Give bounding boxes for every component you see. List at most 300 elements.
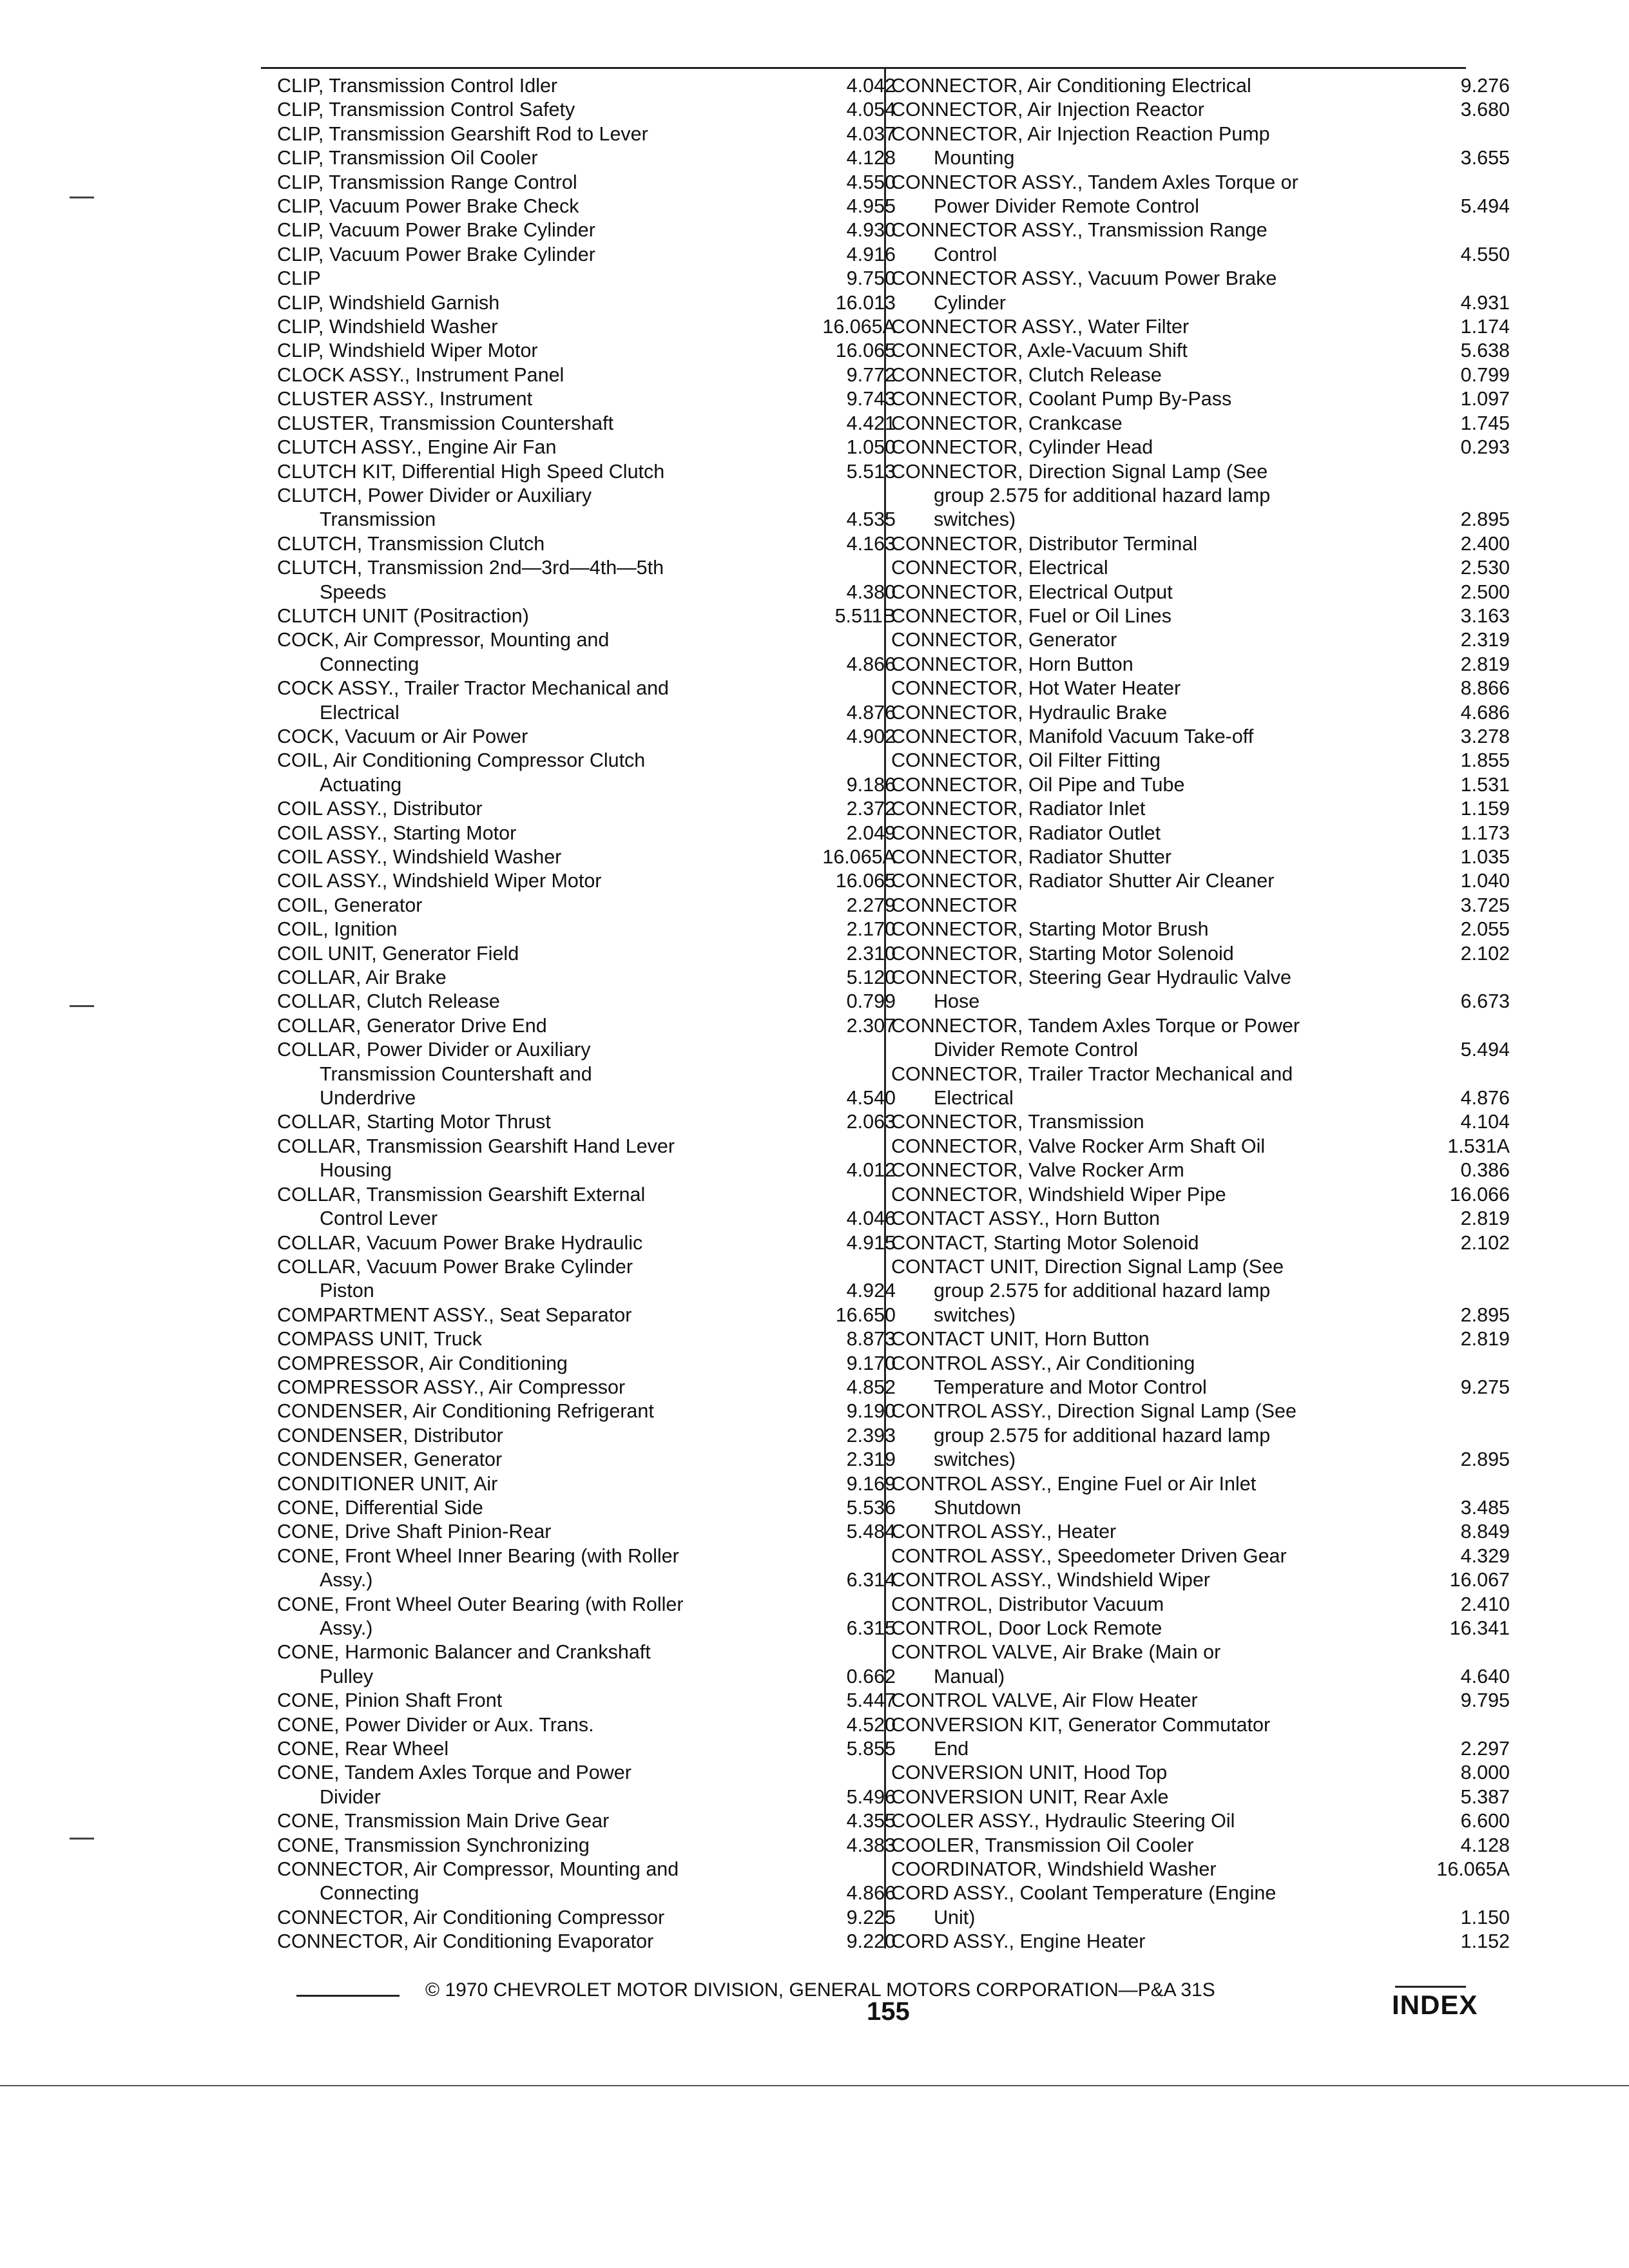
entry-number: 4.866 [846,1882,896,1905]
index-entry [891,749,1510,773]
entry-name: CONTACT, Starting Motor Solenoid [891,1231,1199,1254]
index-entry [891,267,1510,315]
entry-number: 6.673 [1460,990,1510,1013]
entry-number: 6.314 [846,1569,896,1591]
entry-number: 16.065 [835,870,896,892]
index-entry [277,1834,896,1858]
index-entry [277,1472,896,1496]
entry-name: COLLAR, Vacuum Power Brake Cylinder [277,1255,633,1278]
index-entry [277,74,896,98]
index-entry [891,556,1510,580]
index-entry [891,1809,1510,1833]
entry-name: CONTROL VALVE, Air Flow Heater [891,1689,1198,1712]
index-entry [277,1424,896,1448]
entry-continuation: End [934,1738,969,1760]
entry-number: 9.190 [846,1400,896,1423]
entry-continuation: group 2.575 for additional hazard lamp [934,484,1271,506]
index-entry [277,267,896,291]
index-entry [277,1713,896,1737]
index-entry [277,460,896,484]
entry-number: 4.902 [846,725,896,747]
index-entry [277,1858,896,1906]
entry-number: 4.535 [846,508,896,531]
entry-name: CONNECTOR, Starting Motor Solenoid [891,942,1234,965]
index-entry [891,412,1510,436]
entry-name: COORDINATOR, Windshield Washer [891,1858,1217,1881]
entry-number: 4.955 [846,195,896,218]
entry-number: 2.372 [846,798,896,820]
entry-continuation: switches) [934,1448,1016,1471]
entry-number: 8.866 [1460,677,1510,700]
entry-number: 6.315 [846,1617,896,1639]
entry-name: CONDENSER, Distributor [277,1424,503,1446]
index-entry [277,1183,896,1231]
entry-number: 2.393 [846,1424,896,1446]
entry-name: COOLER ASSY., Hydraulic Steering Oil [891,1810,1235,1832]
entry-number: 2.819 [1460,1328,1510,1350]
entry-name: CONNECTOR, Axle-Vacuum Shift [891,340,1188,362]
index-entry [277,146,896,170]
entry-name: CONTROL, Distributor Vacuum [891,1593,1164,1615]
entry-number: 0.293 [1460,436,1510,459]
index-entry [277,484,896,532]
index-entry [277,1761,896,1809]
entry-number: 8.000 [1460,1762,1510,1784]
entry-name: COLLAR, Clutch Release [277,990,500,1013]
entry-name: CLIP, Transmission Control Idler [277,75,558,97]
entry-number: 5.494 [1460,1039,1510,1061]
entry-name: COCK, Air Compressor, Mounting and [277,629,610,651]
entry-name: CLIP, Vacuum Power Brake Check [277,195,579,218]
index-entry [277,1520,896,1544]
index-entry [277,291,896,315]
entry-number: 1.745 [1460,412,1510,434]
entry-number: 4.550 [846,171,896,193]
margin-mark [70,1838,94,1840]
index-entry [891,1207,1510,1231]
entry-number: 5.511B [834,604,896,627]
entry-continuation: Assy.) [320,1569,373,1591]
entry-number: 3.655 [1460,147,1510,169]
entry-name: COIL ASSY., Windshield Washer [277,846,562,868]
index-entry [277,532,896,556]
margin-mark [70,1005,94,1007]
entry-number: 8.849 [1460,1521,1510,1543]
entry-number: 4.876 [846,701,896,724]
index-entry [277,1352,896,1376]
entry-name: CONNECTOR, Steering Gear Hydraulic Valve [891,966,1291,989]
entry-name: CONNECTOR, Trailer Tractor Mechanical and [891,1062,1293,1085]
entry-continuation: group 2.575 for additional hazard lamp [934,1424,1271,1446]
entry-name: CONE, Drive Shaft Pinion-Rear [277,1521,552,1543]
entry-name: COIL ASSY., Starting Motor [277,822,517,844]
entry-name: CONNECTOR, Crankcase [891,412,1123,434]
entry-number: 4.380 [846,581,896,603]
index-entry [277,1303,896,1327]
index-column-left [277,74,896,1954]
entry-number: 1.159 [1460,798,1510,820]
entry-continuation: Control Lever [320,1207,438,1230]
entry-name: CONNECTOR, Manifold Vacuum Take-off [891,725,1254,747]
index-entry [891,1544,1510,1568]
entry-name: CLOCK ASSY., Instrument Panel [277,363,564,386]
entry-number: 16.066 [1449,1183,1510,1206]
index-entry [891,1352,1510,1400]
entry-continuation: group 2.575 for additional hazard lamp [934,1280,1271,1302]
index-entry [891,604,1510,628]
entry-number: 16.013 [835,291,896,314]
entry-name: COMPRESSOR, Air Conditioning [277,1352,568,1374]
entry-number: 16.341 [1449,1617,1510,1639]
entry-name: CONNECTOR, Air Compressor, Mounting and [277,1858,679,1881]
entry-name: CONNECTOR, Air Conditioning Compressor [277,1906,665,1928]
entry-name: CLUTCH KIT, Differential High Speed Clutch [277,460,665,483]
index-entry [891,122,1510,171]
index-entry [891,1834,1510,1858]
entry-name: CONNECTOR, Windshield Wiper Pipe [891,1183,1226,1206]
entry-number: 5.484 [846,1521,896,1543]
index-entry [277,966,896,990]
entry-name: CONNECTOR [891,894,1018,916]
index-entry [891,1520,1510,1544]
entry-name: CLIP, Vacuum Power Brake Cylinder [277,219,595,242]
index-entry [277,436,896,459]
entry-name: COIL, Ignition [277,918,398,941]
entry-name: CONNECTOR, Hot Water Heater [891,677,1181,700]
entry-number: 4.852 [846,1376,896,1398]
entry-continuation: Divider [320,1785,381,1808]
copyright-line: © 1970 CHEVROLET MOTOR DIVISION, GENERAL MOTORS CORPORATION—P&A 31S [425,1979,1215,2001]
index-entry [277,339,896,363]
entry-name: COOLER, Transmission Oil Cooler [891,1834,1194,1856]
index-entry [891,1593,1510,1617]
entry-name: CONNECTOR, Generator [891,629,1117,651]
entry-name: CONE, Front Wheel Inner Bearing (with Roller [277,1544,679,1567]
entry-name: CONTACT UNIT, Direction Signal Lamp (See [891,1255,1284,1278]
entry-continuation: Unit) [934,1906,976,1928]
entry-number: 2.319 [1460,629,1510,651]
index-entry [891,1568,1510,1592]
index-entry [277,98,896,122]
entry-name: CLUTCH UNIT (Positraction) [277,604,529,627]
entry-number: 2.307 [846,1014,896,1037]
entry-number: 9.743 [846,388,896,410]
entry-number: 4.686 [1460,701,1510,724]
entry-name: CONNECTOR, Air Conditioning Electrical [891,75,1251,97]
entry-continuation: Hose [934,990,980,1013]
entry-number: 3.485 [1460,1496,1510,1519]
entry-name: CONNECTOR, Hydraulic Brake [891,701,1168,724]
entry-number: 2.279 [846,894,896,916]
index-entry [891,1689,1510,1713]
index-entry [891,339,1510,363]
entry-number: 4.924 [846,1280,896,1302]
entry-name: CONNECTOR, Coolant Pump By-Pass [891,388,1232,410]
index-entry [277,1809,896,1833]
entry-number: 2.102 [1460,942,1510,965]
entry-name: CONE, Front Wheel Outer Bearing (with Roller [277,1593,684,1615]
entry-number: 6.600 [1460,1810,1510,1832]
index-entry [277,894,896,918]
entry-name: CONTROL VALVE, Air Brake (Main or [891,1641,1221,1664]
entry-name: CONVERSION UNIT, Hood Top [891,1762,1168,1784]
entry-name: CONTROL ASSY., Air Conditioning [891,1352,1195,1374]
entry-number: 2.102 [1460,1231,1510,1254]
entry-continuation: Divider Remote Control [934,1039,1138,1061]
entry-number: 0.386 [1460,1159,1510,1182]
entry-number: 4.012 [846,1159,896,1182]
entry-number: 4.540 [846,1087,896,1110]
entry-name: CONE, Harmonic Balancer and Crankshaft [277,1641,651,1664]
entry-name: CLIP, Transmission Oil Cooler [277,147,538,169]
index-entry [277,556,896,604]
entry-name: CONNECTOR, Air Injection Reaction Pump [891,122,1270,145]
index-entry [277,387,896,411]
entry-number: 4.930 [846,219,896,242]
entry-number: 9.169 [846,1472,896,1495]
index-entry [277,918,896,941]
entry-name: CLUTCH, Transmission Clutch [277,532,545,555]
entry-continuation: Actuating [320,773,402,796]
entry-number: 4.640 [1460,1665,1510,1687]
entry-number: 9.170 [846,1352,896,1374]
entry-name: CONNECTOR, Horn Button [891,653,1133,675]
entry-name: COCK ASSY., Trailer Tractor Mechanical and [277,677,670,700]
entry-name: CORD ASSY., Engine Heater [891,1930,1146,1953]
entry-number: 16.065A [822,846,896,868]
footer-rule [1395,1986,1466,1988]
entry-continuation: Power Divider Remote Control [934,195,1199,218]
entry-number: 4.916 [846,243,896,265]
index-entry [277,1135,896,1183]
entry-number: 2.895 [1460,508,1510,531]
entry-name: CLIP, Transmission Gearshift Rod to Lever [277,122,648,145]
entry-number: 4.931 [1460,291,1510,314]
entry-number: 1.150 [1460,1906,1510,1928]
entry-name: CONNECTOR, Electrical Output [891,581,1173,603]
entry-name: CONNECTOR, Fuel or Oil Lines [891,604,1172,627]
entry-name: COIL ASSY., Distributor [277,798,483,820]
entry-number: 5.447 [846,1689,896,1712]
index-entry [277,1110,896,1134]
entry-continuation: Housing [320,1159,392,1182]
entry-name: CONNECTOR, Valve Rocker Arm [891,1159,1184,1182]
entry-number: 2.063 [846,1111,896,1133]
entry-name: CONNECTOR, Electrical [891,557,1108,579]
index-entry [277,1930,896,1954]
index-entry [891,773,1510,797]
index-entry [891,1881,1510,1930]
index-entry [277,122,896,146]
entry-name: CONNECTOR, Radiator Shutter Air Cleaner [891,870,1275,892]
entry-name: CLIP, Transmission Control Safety [277,99,575,121]
entry-name: CONE, Power Divider or Aux. Trans. [277,1713,594,1736]
index-entry [277,1014,896,1038]
entry-number: 2.055 [1460,918,1510,941]
entry-continuation: Pulley [320,1665,374,1687]
entry-continuation: Assy.) [320,1617,373,1639]
entry-number: 1.035 [1460,846,1510,868]
entry-name: CORD ASSY., Coolant Temperature (Engine [891,1882,1277,1905]
entry-number: 1.531A [1447,1135,1510,1157]
entry-name: CONNECTOR, Transmission [891,1111,1144,1133]
index-entry [891,942,1510,966]
entry-number: 2.049 [846,822,896,844]
index-entry [277,869,896,893]
top-rule [261,67,1466,69]
entry-number: 2.819 [1460,1207,1510,1230]
entry-name: CONNECTOR, Oil Pipe and Tube [891,773,1185,796]
entry-continuation: Connecting [320,1882,419,1905]
entry-number: 4.520 [846,1713,896,1736]
index-entry [277,725,896,749]
index-entry [891,315,1510,339]
entry-name: CONVERSION KIT, Generator Commutator [891,1713,1271,1736]
entry-name: CONNECTOR, Cylinder Head [891,436,1153,459]
entry-number: 9.795 [1460,1689,1510,1712]
entry-number: 9.220 [846,1930,896,1953]
entry-continuation: switches) [934,508,1016,531]
index-entry [891,1158,1510,1182]
entry-number: 4.046 [846,1207,896,1230]
index-entry [891,1713,1510,1762]
entry-name: CONNECTOR ASSY., Water Filter [891,316,1190,338]
entry-number: 2.895 [1460,1448,1510,1471]
entry-number: 4.876 [1460,1087,1510,1110]
entry-number: 4.037 [846,122,896,145]
index-entry [891,436,1510,459]
entry-number: 4.915 [846,1231,896,1254]
entry-number: 4.329 [1460,1544,1510,1567]
index-entry [891,1617,1510,1640]
index-entry [891,74,1510,98]
index-entry [891,1255,1510,1327]
entry-name: CONNECTOR, Tandem Axles Torque or Power [891,1014,1300,1037]
entry-name: COIL, Air Conditioning Compressor Clutch [277,749,646,772]
entry-name: COLLAR, Air Brake [277,966,447,989]
entry-name: COCK, Vacuum or Air Power [277,725,528,747]
entry-number: 2.400 [1460,532,1510,555]
entry-name: CONDENSER, Generator [277,1448,503,1471]
entry-number: 5.513 [846,460,896,483]
entry-name: CONTACT ASSY., Horn Button [891,1207,1161,1230]
entry-name: CLUTCH ASSY., Engine Air Fan [277,436,557,459]
index-entry [277,315,896,339]
margin-mark [70,197,94,198]
entry-name: CONTACT UNIT, Horn Button [891,1328,1150,1350]
entry-number: 16.065A [1436,1858,1510,1881]
entry-name: CONNECTOR, Air Conditioning Evaporator [277,1930,654,1953]
entry-name: CLUTCH, Transmission 2nd—3rd—4th—5th [277,557,664,579]
entry-name: COMPASS UNIT, Truck [277,1328,483,1350]
entry-continuation: switches) [934,1303,1016,1326]
index-entry [891,677,1510,700]
entry-number: 5.387 [1460,1785,1510,1808]
entry-name: CLIP [277,267,321,290]
entry-continuation: Mounting [934,147,1015,169]
entry-name: CONNECTOR, Starting Motor Brush [891,918,1209,941]
index-entry [277,749,896,797]
entry-name: CONNECTOR, Air Injection Reactor [891,99,1204,121]
index-entry [277,1399,896,1423]
entry-number: 2.170 [846,918,896,941]
entry-number: 4.866 [846,653,896,675]
entry-name: CONE, Transmission Synchronizing [277,1834,590,1856]
index-entry [277,1038,896,1110]
entry-number: 4.128 [846,147,896,169]
index-entry [891,1062,1510,1111]
index-entry [891,1930,1510,1954]
entry-name: CONTROL ASSY., Heater [891,1521,1117,1543]
entry-number: 2.319 [846,1448,896,1471]
entry-number: 4.550 [1460,243,1510,265]
index-entry [891,1785,1510,1809]
entry-number: 9.186 [846,773,896,796]
entry-name: CONNECTOR ASSY., Tandem Axles Torque or [891,171,1298,193]
entry-number: 4.421 [846,412,896,434]
entry-number: 16.065A [822,316,896,338]
entry-name: CONTROL ASSY., Windshield Wiper [891,1569,1210,1591]
entry-number: 2.297 [1460,1738,1510,1760]
index-entry [277,412,896,436]
entry-name: COLLAR, Generator Drive End [277,1014,547,1037]
entry-name: CLUSTER ASSY., Instrument [277,388,533,410]
footer-rule [296,1995,400,1997]
entry-continuation: Manual) [934,1665,1005,1687]
entry-name: CONNECTOR, Distributor Terminal [891,532,1198,555]
entry-number: 3.680 [1460,99,1510,121]
entry-continuation: Transmission [320,508,436,531]
index-entry [277,1640,896,1689]
entry-name: CONVERSION UNIT, Rear Axle [891,1785,1169,1808]
entry-number: 3.278 [1460,725,1510,747]
index-entry [277,628,896,677]
index-entry [891,1231,1510,1255]
entry-number: 1.855 [1460,749,1510,772]
entry-number: 4.128 [1460,1834,1510,1856]
index-entry [891,869,1510,893]
entry-name: CONNECTOR, Radiator Shutter [891,846,1172,868]
entry-continuation: Cylinder [934,291,1006,314]
entry-name: CONTROL ASSY., Direction Signal Lamp (See [891,1400,1296,1423]
index-entry [277,822,896,845]
index-entry [891,1399,1510,1472]
entry-number: 2.500 [1460,581,1510,603]
index-entry [277,171,896,195]
entry-number: 5.120 [846,966,896,989]
entry-continuation: Shutdown [934,1496,1021,1519]
entry-number: 8.873 [846,1328,896,1350]
index-entry [891,98,1510,122]
index-entry [277,1689,896,1713]
index-entry [891,581,1510,604]
entry-number: 5.536 [846,1496,896,1519]
entry-number: 0.662 [846,1665,896,1687]
index-entry [277,942,896,966]
entry-name: COIL, Generator [277,894,423,916]
page-edge-rule [0,2085,1629,2086]
index-entry [891,1135,1510,1158]
entry-name: CONDITIONER UNIT, Air [277,1472,498,1495]
entry-continuation: Electrical [320,701,400,724]
entry-name: CONNECTOR ASSY., Transmission Range [891,219,1268,242]
entry-name: COMPARTMENT ASSY., Seat Separator [277,1303,632,1326]
entry-number: 9.750 [846,267,896,290]
entry-number: 1.173 [1460,822,1510,844]
entry-name: CONTROL ASSY., Speedometer Driven Gear [891,1544,1287,1567]
index-entry [277,990,896,1014]
index-entry [277,243,896,267]
